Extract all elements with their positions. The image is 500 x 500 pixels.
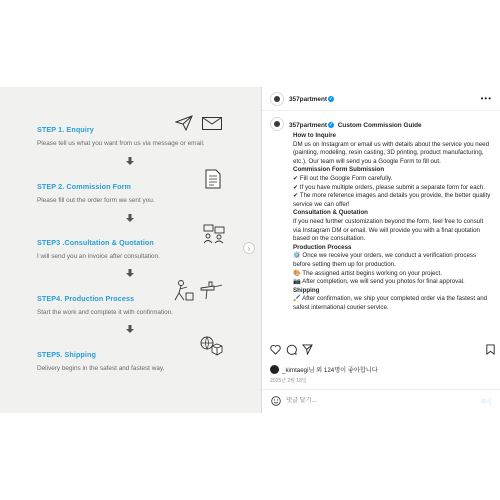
- caption-heading: Consultation & Quotation: [293, 209, 368, 217]
- caption-list-item: ⚙️ Once we receive your orders, we conduct a verification process before setting them up for production.: [293, 252, 477, 268]
- comment-icon[interactable]: [286, 344, 297, 355]
- verified-badge-icon: ✓: [329, 122, 333, 128]
- likes-summary[interactable]: [270, 365, 378, 374]
- caption-avatar[interactable]: [270, 117, 284, 131]
- post-header: [262, 87, 500, 111]
- caption-paragraph: DM us on Instagram or email us with details about the service you need (painting, modeling, resin casting, 3D printing, product manufacturing, etc.). Our team will send you a Google Form to fill out.: [293, 140, 490, 165]
- step-4: [37, 294, 257, 316]
- caption-list-item: ✔ If you have multiple orders, please submit a separate form for each.: [293, 183, 485, 191]
- down-arrow-icon: [126, 325, 134, 333]
- caption-heading: Production Process: [293, 243, 352, 251]
- caption-body: [293, 132, 491, 335]
- comment-input[interactable]: [286, 397, 456, 404]
- step-title: STEP 1. Enquiry: [37, 125, 94, 134]
- down-arrow-icon: [126, 214, 134, 222]
- airbrush-icon: [200, 280, 224, 300]
- caption-username[interactable]: 357partment: [289, 122, 328, 129]
- post-date: 2025년 2월 18일: [270, 378, 307, 384]
- emoji-icon[interactable]: [271, 396, 281, 406]
- caption-heading: How to Inquire: [293, 132, 336, 139]
- caption-list-item: ✔ Fill out the Google Form carefully.: [293, 174, 393, 182]
- liker-avatar: [270, 365, 279, 374]
- step-title: STEP3 .Consultation & Quotation: [37, 238, 154, 247]
- down-arrow-icon: [126, 269, 134, 277]
- post-actions: [270, 344, 496, 358]
- caption-heading: Commission Form Submission: [293, 166, 385, 174]
- caption-list-item: 🎨 The assigned artist begins working on your project.: [293, 269, 442, 277]
- username-link[interactable]: [289, 96, 334, 103]
- step-title: STEP 2. Commission Form: [37, 182, 132, 191]
- paper-plane-icon: [175, 115, 193, 131]
- avatar[interactable]: [270, 92, 284, 106]
- post-side-panel: [262, 87, 500, 413]
- share-icon[interactable]: [302, 344, 313, 355]
- likes-text: _kimtaegi님 외 124명이 좋아합니다: [282, 367, 378, 374]
- step-5: [37, 350, 257, 372]
- comment-bar: [262, 389, 500, 413]
- shipping-icon: [199, 335, 223, 357]
- caption-header: [289, 122, 422, 129]
- post-comment-button[interactable]: 게시: [480, 399, 492, 406]
- step-desc: Start the work and complete it with confirmation.: [37, 309, 174, 316]
- step-desc: Delivery begins in the safest and fastest way.: [37, 365, 165, 372]
- step-1: [37, 125, 257, 147]
- step-desc: Please fill out the order form we sent you.: [37, 197, 155, 204]
- caption-heading: Shipping: [293, 286, 320, 294]
- verified-badge-icon: ✓: [329, 96, 333, 102]
- username: 357partment: [289, 96, 328, 103]
- step-desc: Please tell us what you want from us via message or email.: [37, 140, 205, 147]
- step-title: STEP4. Production Process: [37, 294, 135, 303]
- caption-list-item: 📷 After completion, we will send you photos for final approval.: [293, 278, 465, 286]
- bookmark-icon[interactable]: [485, 344, 496, 355]
- step-desc: I will send you an invoice after consultation.: [37, 253, 160, 260]
- caption-list-item: 🖌️ After confirmation, we ship your completed order via the fastest and safest international courier service.: [293, 295, 488, 311]
- post-image-carousel: [0, 87, 261, 413]
- caption-list-item: ✔ The more reference images and details you provide, the better quality service we can offer!: [293, 192, 491, 208]
- caption-paragraph: If you need further customization beyond the form, feel free to consult via Instagram DM or email. We will provide you with a final quotation based on the consultation.: [293, 217, 484, 243]
- carousel-next-button[interactable]: ›: [243, 242, 255, 254]
- artist-icon: [172, 279, 194, 301]
- step-2: [37, 182, 257, 204]
- document-form-icon: [205, 169, 221, 189]
- envelope-icon: [202, 117, 222, 130]
- down-arrow-icon: [126, 157, 134, 165]
- consultation-icon: [203, 224, 225, 244]
- heart-icon[interactable]: [270, 344, 281, 355]
- more-options-icon[interactable]: •••: [480, 94, 492, 103]
- caption-title: Custom Commission Guide: [337, 122, 422, 129]
- step-title: STEP5. Shipping: [37, 350, 97, 359]
